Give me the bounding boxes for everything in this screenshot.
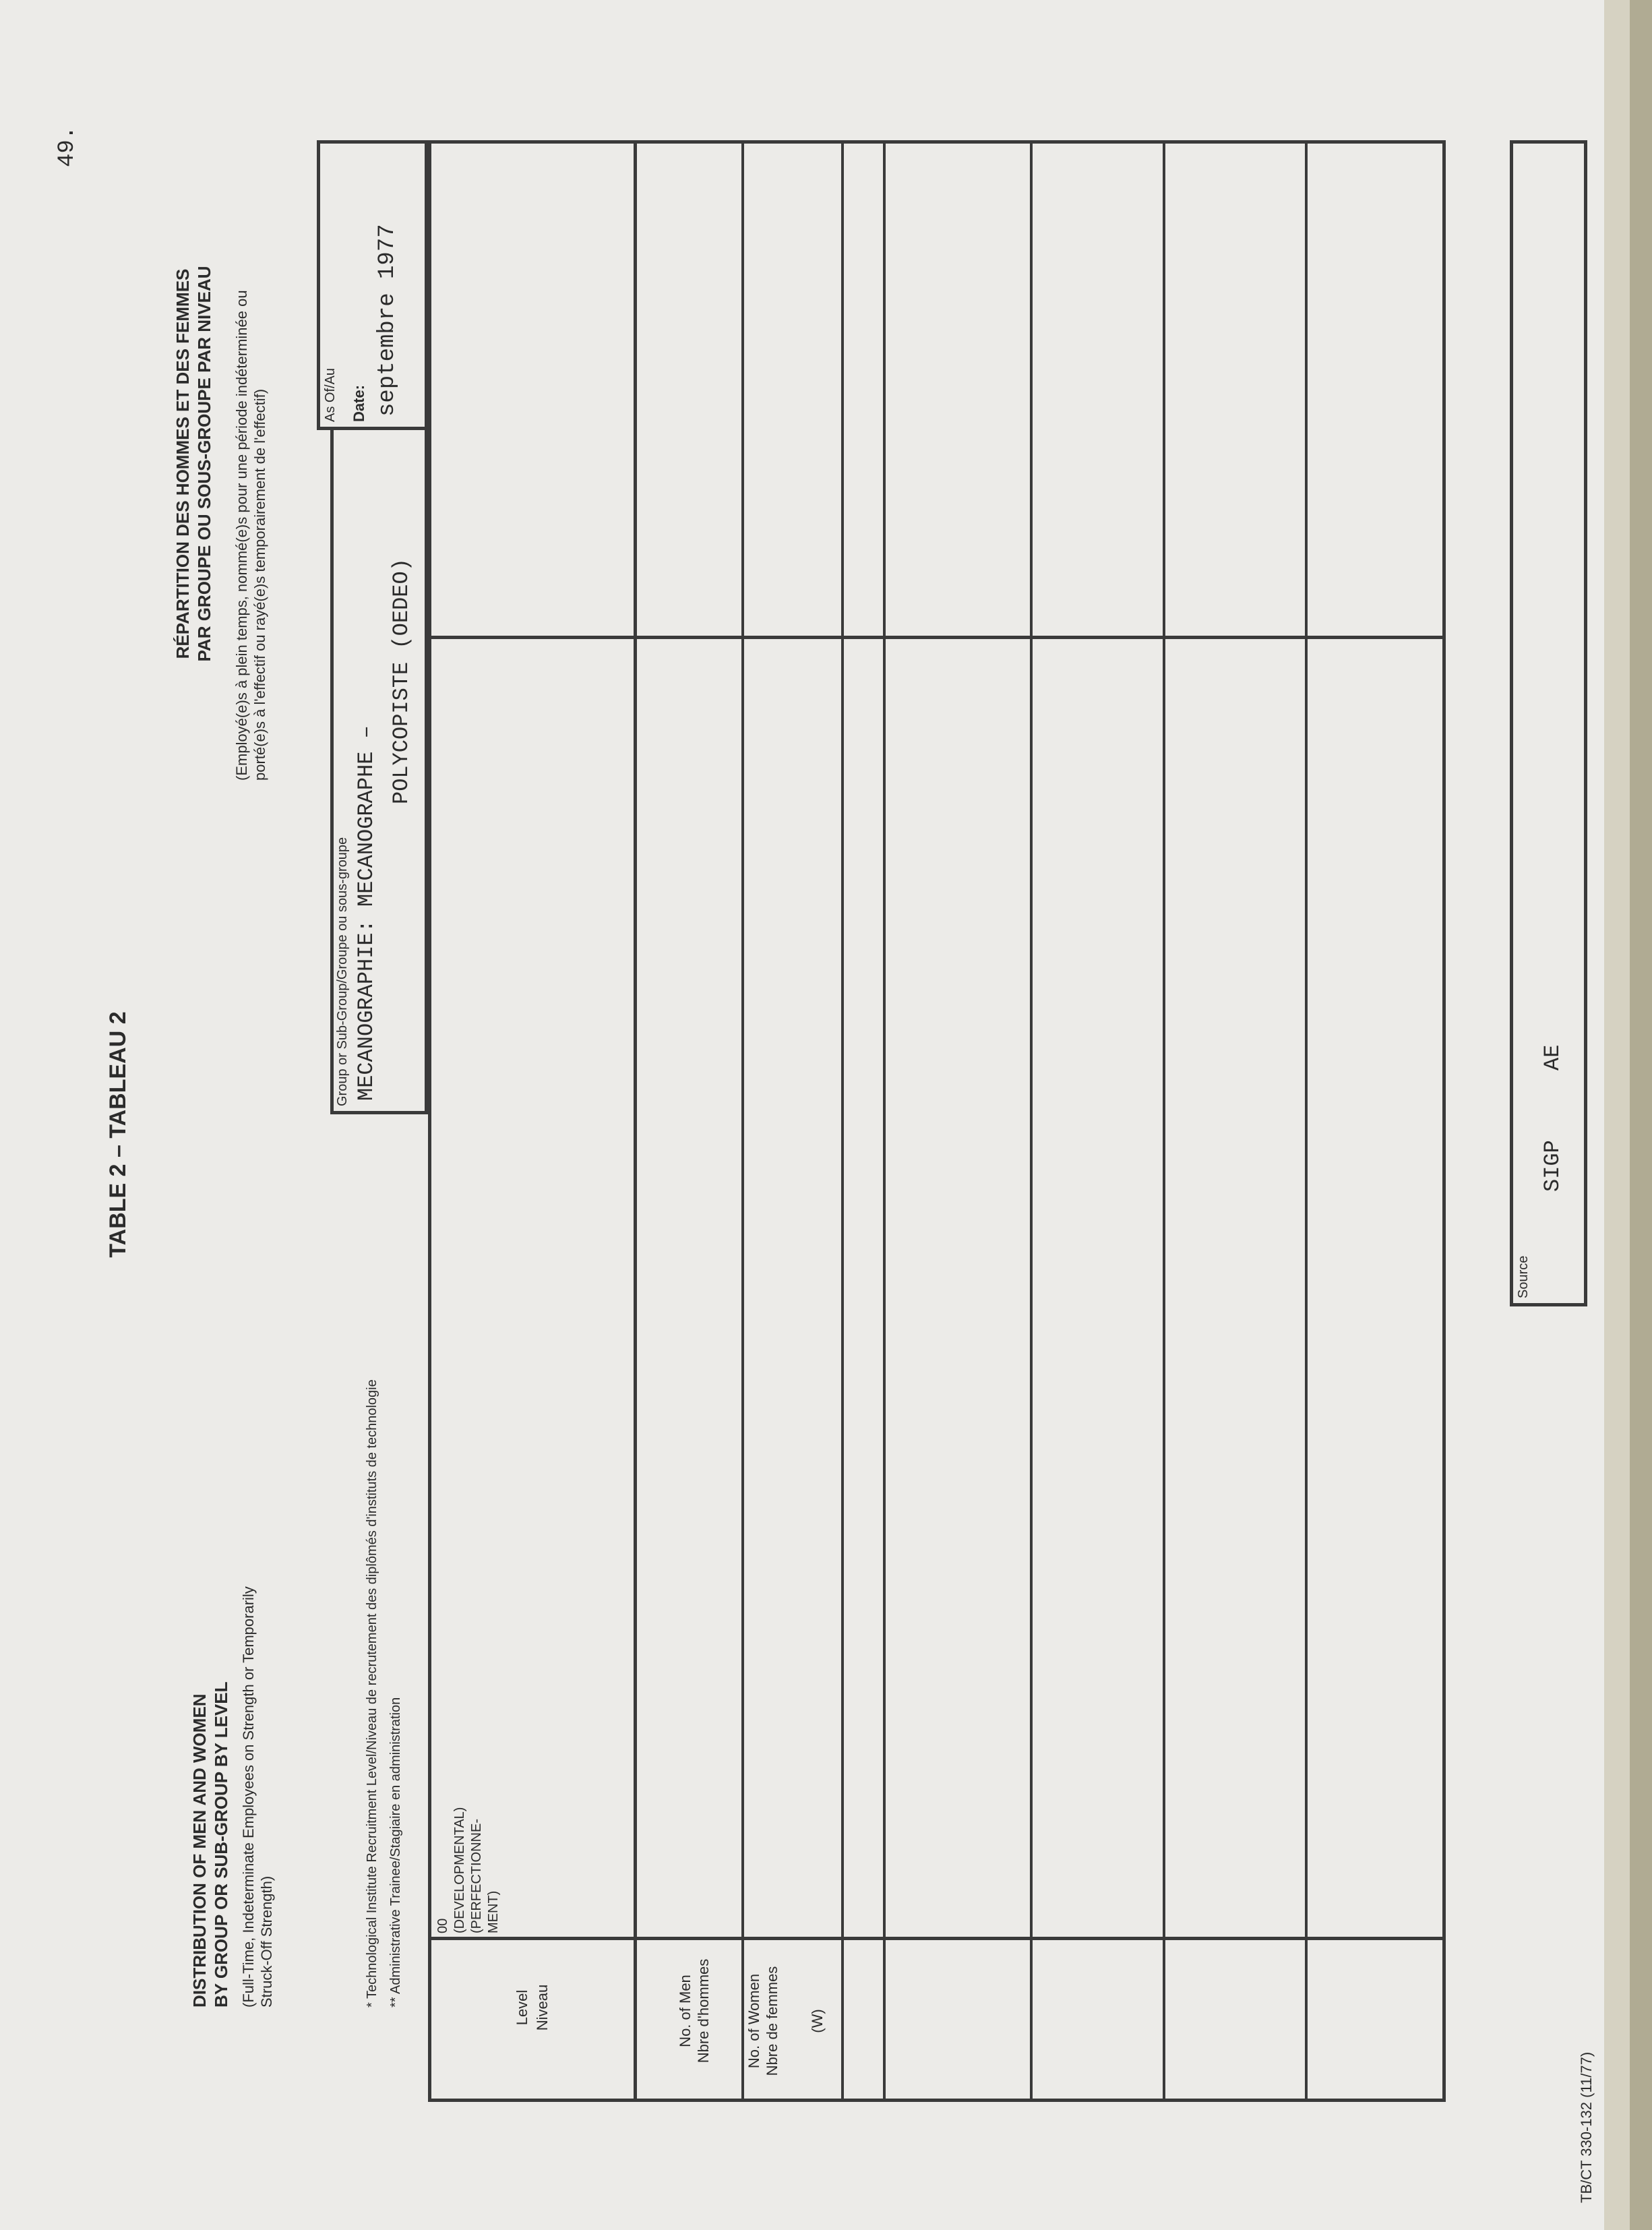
group-value-line2: POLYCOPISTE (OEDEO) [389, 558, 414, 804]
source-label: Source [1516, 1255, 1531, 1298]
header-women-fr: Nbre de femmes [764, 1966, 781, 2076]
form-code: TB/CT 330-132 (11/77) [1578, 2051, 1595, 2203]
page-number: 49. [55, 125, 80, 167]
subtitle-en: (Full-Time, Indeterminate Employees on Strength or Temporarily Struck-Off Strength) [240, 1586, 275, 2008]
footnote-2: ** Administrative Trainee/Stagiaire en administration [388, 1697, 403, 2008]
source-value-1: SIGP [1540, 1140, 1565, 1192]
title-fr: RÉPARTITION DES HOMMES ET DES FEMMES PAR GROUPE OU SOUS-GROUPE PAR NIVEAU [173, 266, 214, 662]
level-dev: 00 (DEVELOPMENTAL) (PERFECTIONNE- MENT) [435, 1807, 501, 1933]
header-men-fr: Nbre d'hommes [695, 1958, 712, 2063]
header-level-fr: Niveau [534, 1984, 551, 2031]
footnote-1: * Technological Institute Recruitment Level/Niveau de recrutement des diplômés d'instituts de technologie [365, 1379, 379, 2008]
date-value: septembre 1977 [375, 224, 400, 417]
header-men-en: No. of Men [677, 1975, 694, 2047]
as-of-label: As Of/Au [323, 367, 338, 422]
source-value-2: AE [1540, 1044, 1565, 1071]
header-women-en: No. of Women [745, 1973, 762, 2069]
table-number: TABLE 2 – TABLEAU 2 [105, 1011, 131, 1258]
header-women-code: (W) [809, 2009, 826, 2033]
header-level-en: Level [514, 1989, 530, 2026]
date-label: Date: [350, 384, 367, 422]
group-label: Group or Sub-Group/Groupe ou sous-groupe [335, 837, 350, 1106]
title-en: DISTRIBUTION OF MEN AND WOMEN BY GROUP OR SUB-GROUP BY LEVEL [189, 1681, 231, 2008]
subtitle-fr: (Employé(e)s à plein temps, nommé(e)s pour une période indéterminée ou porté(e)s à l'effectif ou rayé(e)s temporairement de l'effectif) [233, 290, 268, 781]
group-value-line1: MECANOGRAPHIE: MECANOGRAPHE – [354, 725, 379, 1101]
